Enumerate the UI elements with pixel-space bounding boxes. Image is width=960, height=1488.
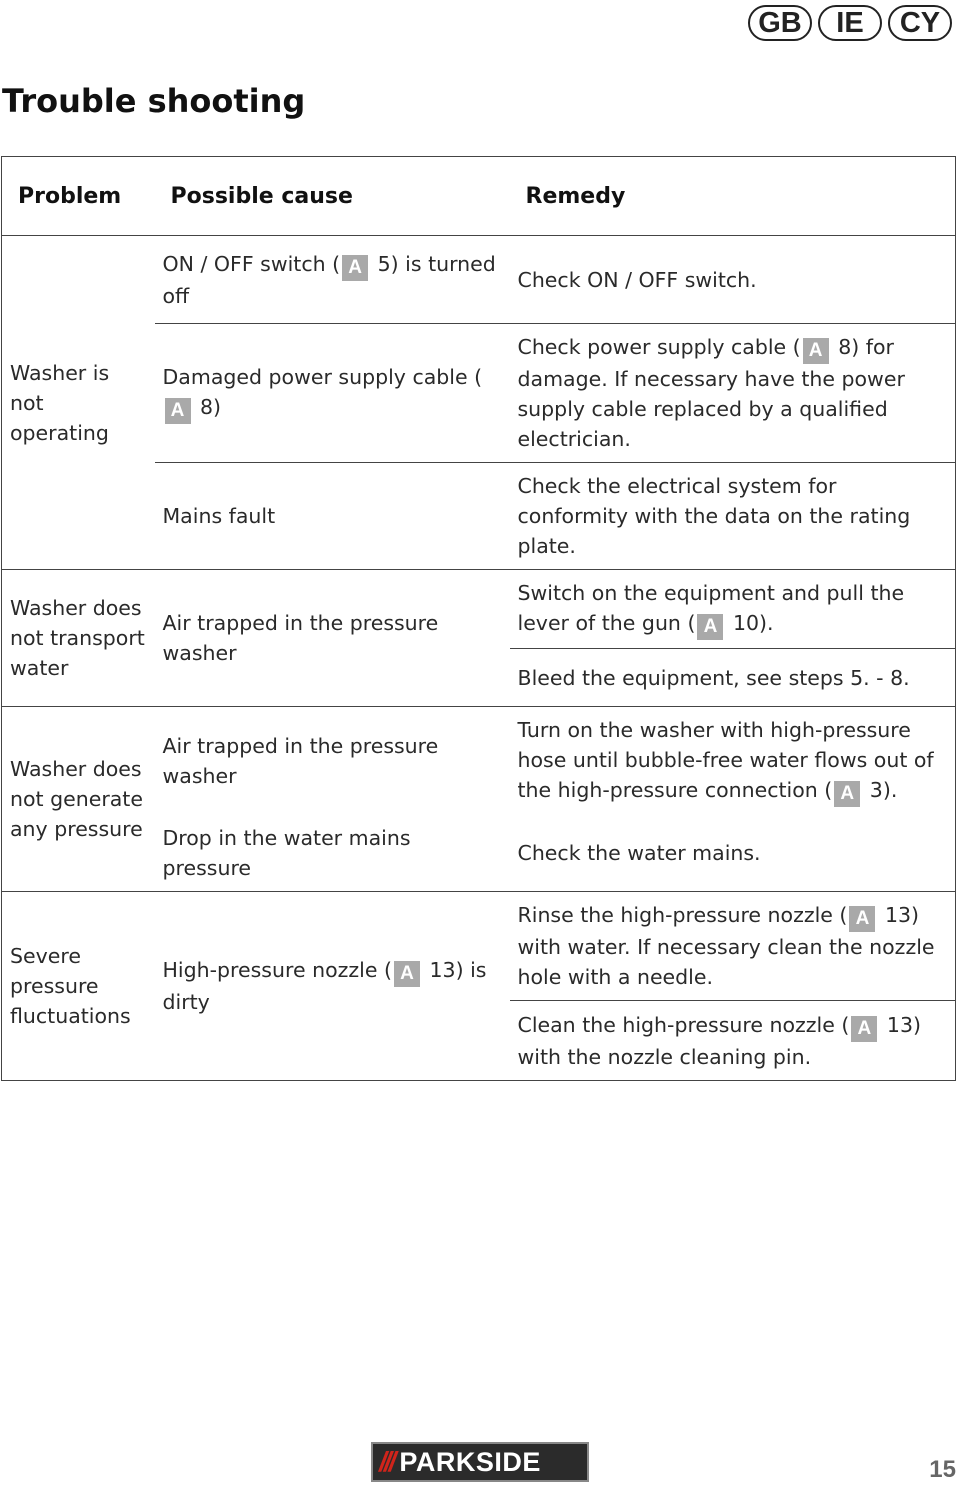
remedy-text: 10). <box>726 611 774 635</box>
figure-ref-a-icon: A <box>165 398 191 424</box>
country-badge-gb: GB <box>748 5 812 41</box>
header-problem: Problem <box>2 157 155 236</box>
cause-cell: Air trapped in the pressure washer <box>162 734 439 788</box>
figure-ref-a-icon: A <box>342 255 368 281</box>
header-remedy: Remedy <box>510 157 956 236</box>
cause-text: High-pressure nozzle ( <box>162 958 392 982</box>
cause-text: 8) <box>193 395 222 419</box>
problem-cell: Severe pressure fluctuations <box>10 944 131 1028</box>
cause-cell <box>155 892 510 1081</box>
remedy-text: Turn on the washer with high-pressure hose until bubble-free water flows out of the high-pressure connection ( <box>517 718 934 802</box>
problem-cell: Washer is not operating <box>2 236 155 570</box>
remedy-cell: Check the electrical system for conformity with the data on the rating plate. <box>510 463 956 570</box>
remedy-text: 13) with the nozzle cleaning pin. <box>517 1012 921 1069</box>
remedy-cell: Check the water mains. <box>510 815 956 892</box>
figure-ref-a-icon: A <box>803 338 829 364</box>
troubleshooting-table <box>1 156 956 1081</box>
country-badge-cy: CY <box>888 5 952 41</box>
logo-slashes-icon: /// <box>379 1446 394 1477</box>
table-row <box>2 236 956 324</box>
remedy-cell <box>510 1001 956 1081</box>
remedy-cell <box>510 570 956 649</box>
problem-cell: Washer does not generate any pressure <box>2 707 155 892</box>
cause-cell: Mains fault <box>155 463 510 570</box>
parkside-logo <box>371 1442 589 1482</box>
cause-cell <box>155 324 510 463</box>
figure-ref-a-icon: A <box>394 961 420 987</box>
table-row <box>2 570 956 649</box>
cause-text: 5) is turned off <box>162 251 496 308</box>
header-cause: Possible cause <box>155 157 510 236</box>
remedy-cell <box>510 892 956 1001</box>
figure-ref-a-icon: A <box>834 781 860 807</box>
remedy-cell: Bleed the equipment, see steps 5. - 8. <box>510 649 956 707</box>
remedy-text: Rinse the high-pressure nozzle ( <box>517 903 848 927</box>
page-number: 15 <box>929 1456 956 1483</box>
figure-ref-a-icon: A <box>851 1016 877 1042</box>
problem-cell: Washer does not transport water <box>2 570 155 707</box>
remedy-text: Check power supply cable ( <box>517 335 801 359</box>
remedy-text: 13) with water. If necessary clean the nozzle hole with a needle. <box>517 903 935 989</box>
remedy-cell <box>510 707 956 816</box>
remedy-cell <box>510 324 956 463</box>
cause-cell: Drop in the water mains pressure <box>155 815 510 892</box>
remedy-text: Switch on the equipment and pull the lever of the gun ( <box>517 581 905 635</box>
country-badge-ie: IE <box>818 5 882 41</box>
cause-text: ON / OFF switch ( <box>162 251 341 276</box>
remedy-text: Clean the high-pressure nozzle ( <box>517 1012 850 1037</box>
country-badges <box>748 5 952 41</box>
page-title: Trouble shooting <box>2 82 306 120</box>
table-row <box>2 892 956 1001</box>
logo-brand-text: PARKSIDE <box>399 1446 541 1477</box>
figure-ref-a-icon: A <box>697 614 723 640</box>
table-row <box>2 707 956 816</box>
remedy-text: 8) for damage. If necessary have the power supply cable replaced by a qualified electrician. <box>517 335 905 451</box>
cause-cell: Air trapped in the pressure washer <box>155 570 510 707</box>
remedy-cell: Check ON / OFF switch. <box>510 236 956 324</box>
cause-cell <box>155 236 510 324</box>
cause-text: Damaged power supply cable ( <box>162 365 483 389</box>
table-header-row <box>2 157 956 236</box>
figure-ref-a-icon: A <box>849 906 875 932</box>
remedy-text: 3). <box>863 778 898 802</box>
cause-text: 13) is dirty <box>162 958 487 1014</box>
